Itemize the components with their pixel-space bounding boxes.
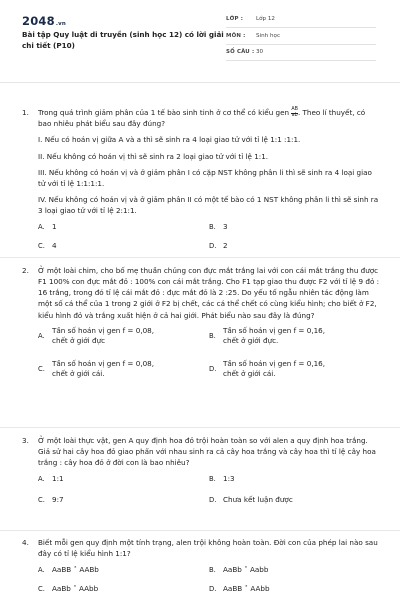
answer-options: [38, 564, 380, 594]
meta-value: Lớp 12: [256, 16, 275, 22]
page-title: Bài tập Quy luật di truyền (sinh học 12) có lời giải chi tiết (P10): [22, 30, 224, 50]
divider: [0, 257, 400, 258]
question-3: [22, 435, 380, 505]
meta-label: LỚP :: [226, 16, 244, 22]
meta-question-count: [226, 46, 376, 61]
question-2: [22, 265, 380, 388]
meta-subject: [226, 30, 376, 45]
answer-options: [38, 221, 380, 253]
question-stem: Biết mỗi gen quy định một tính trạng, alen trội không hoàn toàn. Đời con của phép lai nào sau đây có tỉ lệ kiểu hình 1:1?: [38, 538, 378, 559]
option-a[interactable]: A. 1:1: [38, 474, 64, 484]
meta-value: 30: [256, 49, 264, 55]
option-b[interactable]: B. Tần số hoán vị gen f = 0,16, chết ở giới đực.: [209, 325, 326, 346]
question-number: 3.: [22, 436, 29, 445]
question-stem: Ở một loài chim, cho bố mẹ thuần chủng con đực mắt trắng lai với con cái mắt trắng thu được F1 100% con đực mắt đỏ : 100% con cái mắt trắng. Cho F1 tạp giao thu được F2 với tỉ lệ 9 đỏ : 16 trắng, trong đó tỉ lệ cái mắt đỏ : đực mắt đỏ là 2 :25. Do yếu tố ngẫu nhiên tác động làm một số cá thể của 1 trong 2 giới ở F2 bị chết, các cá thể chết có cùng kiểu hình; cho biết ở F2, kiểu hình đỏ và trắng xuất hiện ở cả hai giới. Phát biểu nào sau đây là đúng?: [38, 266, 380, 320]
question-number: 4.: [22, 538, 29, 547]
answer-options: [38, 326, 380, 388]
option-b[interactable]: B. 1:3: [209, 474, 235, 484]
option-a[interactable]: A. 1: [38, 222, 57, 232]
meta-label: MÔN :: [226, 33, 246, 39]
meta-class: [226, 13, 376, 28]
option-c[interactable]: C. 4: [38, 241, 57, 251]
statement: II. Nếu không có hoán vị thì sẽ sinh ra 2 loại giao tử với tỉ lệ 1:1.: [38, 151, 269, 161]
statement: IV. Nếu không có hoán vị và ở giảm phân II có một tế bào có 1 NST không phân li thì sẽ sinh ra 3 loại giao tử với tỉ lệ 2:1:1.: [38, 195, 379, 216]
option-d[interactable]: D. Tần số hoán vị gen f = 0,16, chết ở giới cái.: [209, 358, 326, 379]
option-a[interactable]: A. AaBB ˟ AABb: [38, 565, 99, 575]
question-stem: Trong quá trình giảm phân của 1 tế bào sinh tinh ở cơ thể có kiểu gen $\frac{AB}{ab}$ . Theo lí thuyết, có bao nhiêu phát biểu sau đây đúng?: [38, 106, 366, 129]
meta-label: SỐ CÂU :: [226, 49, 255, 55]
option-c[interactable]: C. 9:7: [38, 495, 64, 505]
page-header: [0, 0, 400, 83]
option-a[interactable]: A. Tần số hoán vị gen f = 0,08, chết ở giới đực: [38, 325, 155, 346]
option-b[interactable]: B. AaBb ˟ Aabb: [209, 565, 269, 575]
option-d[interactable]: D. AaBB ˟ AAbb: [209, 584, 270, 594]
option-d[interactable]: D. 2: [209, 241, 228, 251]
option-c[interactable]: C. AaBb ˟ AAbb: [38, 584, 99, 594]
option-b[interactable]: B. 3: [209, 222, 228, 232]
option-d[interactable]: D. Chưa kết luận được: [209, 495, 293, 505]
question-stem: Ở một loài thực vật, gen A quy định hoa đỏ trội hoàn toàn so với alen a quy định hoa trắng. Giả sử hai cây hoa đỏ giao phấn với nhau sinh ra cả cây hoa trắng và cây hoa thì tỉ lệ cây hoa trắng : cây hoa đỏ ở đời con là bao nhiêu?: [38, 436, 376, 468]
meta-value: Sinh học: [256, 33, 281, 39]
question-1: [22, 107, 380, 253]
question-number: 1.: [22, 108, 29, 117]
answer-options: [38, 473, 380, 505]
statement: III. Nếu không có hoán vị và ở giảm phân I có cặp NST không phân li thì sẽ sinh ra 4 loại giao tử với tỉ lệ 1:1:1:1.: [38, 167, 372, 188]
genotype-fraction: $\frac{AB}{ab}$: [291, 106, 298, 118]
divider: [0, 530, 400, 531]
statement: I. Nếu có hoán vị giữa A và a thì sẽ sinh ra 4 loại giao tử với tỉ lệ 1:1 :1:1.: [38, 135, 301, 145]
option-c[interactable]: C. Tần số hoán vị gen f = 0,08, chết ở giới cái.: [38, 358, 155, 379]
question-4: [22, 537, 380, 594]
question-number: 2.: [22, 266, 29, 275]
site-logo[interactable]: 2048.vn: [22, 14, 67, 28]
divider: [0, 427, 400, 428]
